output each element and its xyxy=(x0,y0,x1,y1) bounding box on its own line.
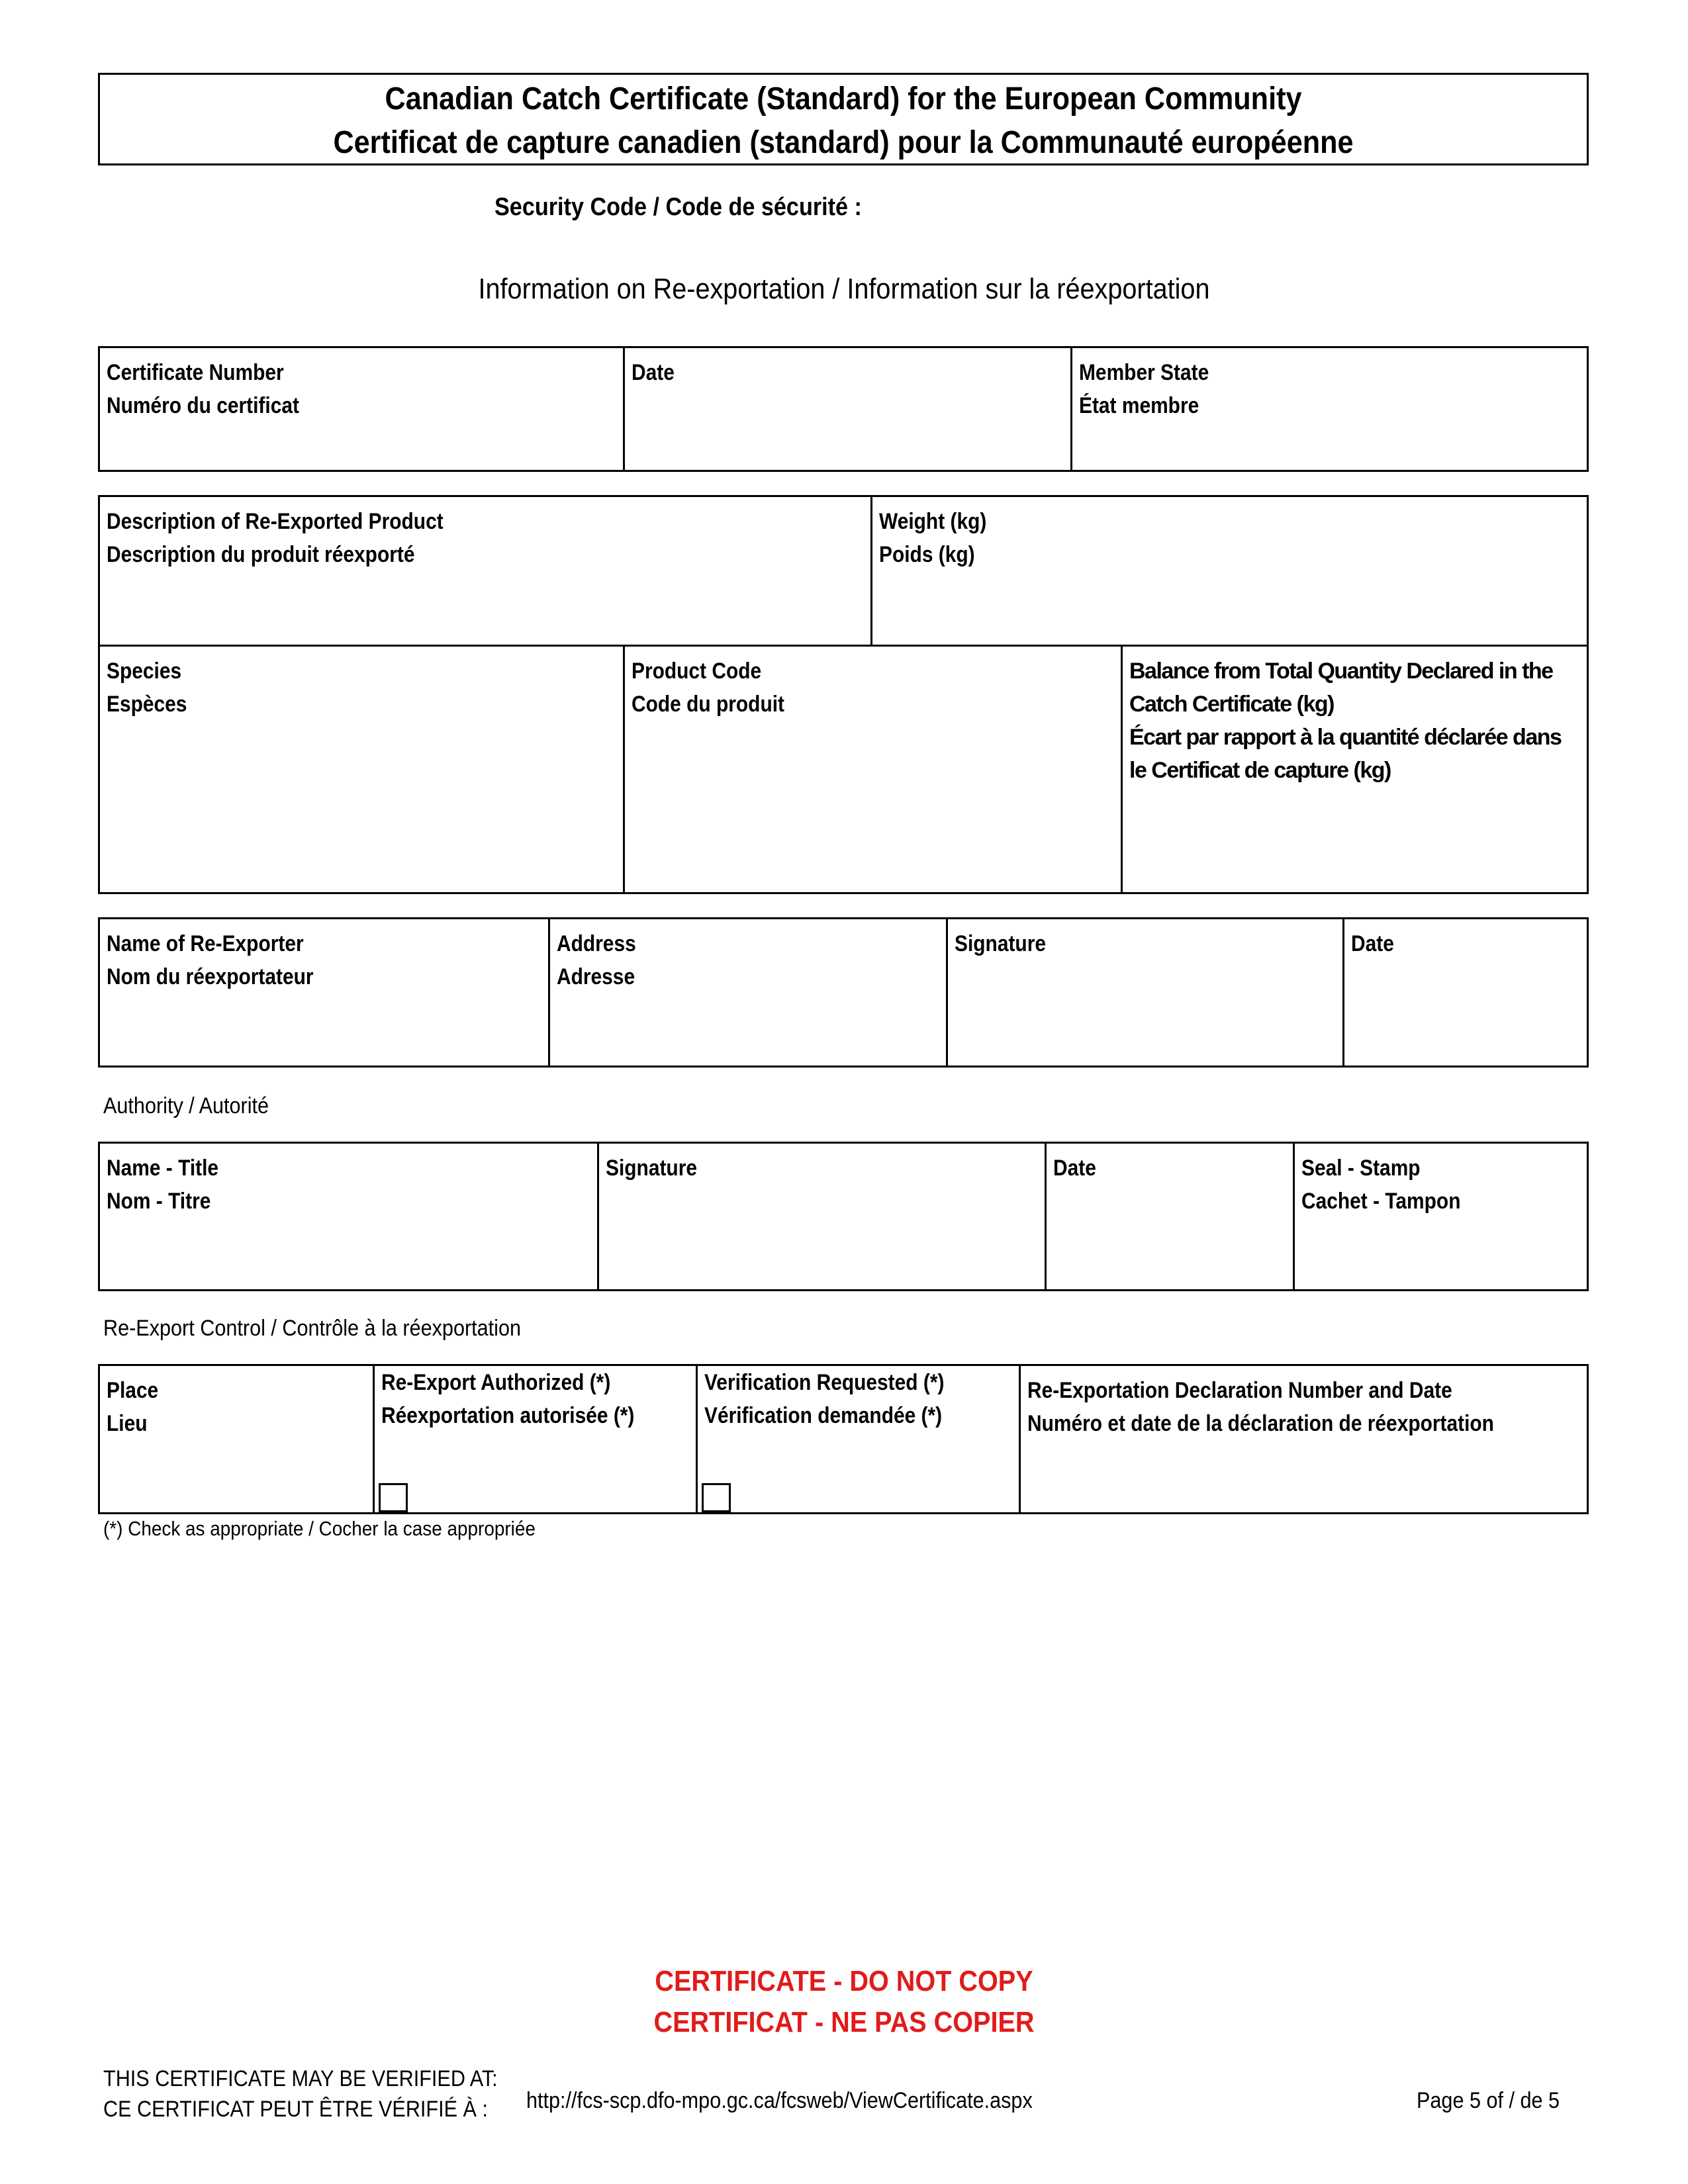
place-label-en: Place xyxy=(107,1378,159,1403)
authority-name-label-fr: Nom - Titre xyxy=(107,1189,211,1214)
member-state-field[interactable] xyxy=(1070,348,1587,470)
authority-date-field[interactable] xyxy=(1045,1144,1293,1289)
re-exporter-signature-label: Signature xyxy=(955,931,1046,956)
address-label-en: Address xyxy=(557,931,636,956)
declaration-label-en: Re-Exportation Declaration Number and Date xyxy=(1027,1378,1452,1403)
seal-stamp-label-en: Seal - Stamp xyxy=(1301,1156,1421,1181)
verify-label-en: THIS CERTIFICATE MAY BE VERIFIED AT: xyxy=(103,2066,498,2091)
date-field[interactable] xyxy=(623,348,1070,470)
title-fr: Certificat de capture canadien (standard) pour la Communauté européenne xyxy=(333,125,1354,160)
seal-stamp-label-fr: Cachet - Tampon xyxy=(1301,1189,1461,1214)
footer xyxy=(103,2064,498,2124)
warning-fr: CERTIFICAT - NE PAS COPIER xyxy=(653,2006,1035,2038)
re-exporter-date-label: Date xyxy=(1351,931,1394,956)
authority-name-field[interactable] xyxy=(100,1144,597,1289)
product-code-field[interactable] xyxy=(623,647,1121,892)
footnote: (*) Check as appropriate / Cocher la case appropriée xyxy=(103,1517,536,1540)
product-code-label-en: Product Code xyxy=(632,659,762,684)
authority-table xyxy=(98,1142,1589,1291)
do-not-copy-warning xyxy=(85,1961,1604,2043)
certificate-info-table xyxy=(98,346,1589,472)
page-number: Page 5 of / de 5 xyxy=(1417,2088,1560,2113)
member-state-label-en: Member State xyxy=(1079,360,1209,385)
verification-requested-field xyxy=(696,1366,1019,1512)
product-description-label-en: Description of Re-Exported Product xyxy=(107,509,444,534)
declaration-field[interactable] xyxy=(1019,1366,1587,1512)
re-export-control-label: Re-Export Control / Contrôle à la réexportation xyxy=(103,1316,522,1341)
header-box xyxy=(98,73,1589,165)
date-label: Date xyxy=(632,360,675,385)
title-en: Canadian Catch Certificate (Standard) for the European Community xyxy=(385,81,1302,116)
re-export-authorized-label-fr: Réexportation autorisée (*) xyxy=(381,1403,635,1428)
re-export-control-table xyxy=(98,1364,1589,1514)
species-field[interactable] xyxy=(100,647,623,892)
verification-requested-label-fr: Vérification demandée (*) xyxy=(704,1403,943,1428)
product-code-label-fr: Code du produit xyxy=(632,692,785,717)
weight-field[interactable] xyxy=(870,497,1587,645)
balance-field[interactable] xyxy=(1121,647,1587,892)
re-exporter-name-label-en: Name of Re-Exporter xyxy=(107,931,304,956)
address-field[interactable] xyxy=(548,919,946,1066)
product-description-field[interactable] xyxy=(100,497,870,645)
verification-requested-label-en: Verification Requested (*) xyxy=(704,1370,945,1395)
re-export-authorized-checkbox[interactable] xyxy=(379,1483,408,1512)
certificate-number-label-en: Certificate Number xyxy=(107,360,284,385)
weight-label-fr: Poids (kg) xyxy=(879,542,975,567)
authority-name-label-en: Name - Title xyxy=(107,1156,219,1181)
re-exporter-table xyxy=(98,917,1589,1068)
authority-signature-field[interactable] xyxy=(597,1144,1045,1289)
authority-signature-label: Signature xyxy=(606,1156,697,1181)
re-exporter-date-field[interactable] xyxy=(1342,919,1587,1066)
certificate-number-field[interactable] xyxy=(100,348,623,470)
seal-stamp-field[interactable] xyxy=(1293,1144,1587,1289)
address-label-fr: Adresse xyxy=(557,964,635,989)
place-field[interactable] xyxy=(100,1366,373,1512)
balance-label-fr: Écart par rapport à la quantité déclarée dans le Certificat de capture (kg) xyxy=(1129,725,1562,783)
verify-label-fr: CE CERTIFICAT PEUT ÊTRE VÉRIFIÉ À : xyxy=(103,2097,488,2122)
section-heading: Information on Re-exportation / Information sur la réexportation xyxy=(478,273,1210,305)
re-exporter-name-label-fr: Nom du réexportateur xyxy=(107,964,314,989)
place-label-fr: Lieu xyxy=(107,1411,148,1436)
authority-date-label: Date xyxy=(1053,1156,1096,1181)
security-code-label: Security Code / Code de sécurité : xyxy=(494,193,862,221)
product-table xyxy=(98,495,1589,894)
verification-requested-checkbox[interactable] xyxy=(702,1483,731,1512)
re-export-authorized-field xyxy=(373,1366,696,1512)
verification-url[interactable]: http://fcs-scp.dfo-mpo.gc.ca/fcsweb/ViewCertificate.aspx xyxy=(526,2088,1033,2113)
species-label-en: Species xyxy=(107,659,182,684)
re-exporter-name-field[interactable] xyxy=(100,919,548,1066)
re-export-authorized-label-en: Re-Export Authorized (*) xyxy=(381,1370,611,1395)
balance-label-en: Balance from Total Quantity Declared in the Catch Certificate (kg) xyxy=(1129,659,1553,717)
authority-label: Authority / Autorité xyxy=(103,1093,269,1118)
species-label-fr: Espèces xyxy=(107,692,187,717)
certificate-number-label-fr: Numéro du certificat xyxy=(107,393,299,418)
warning-en: CERTIFICATE - DO NOT COPY xyxy=(655,1965,1033,1997)
re-exporter-signature-field[interactable] xyxy=(946,919,1342,1066)
declaration-label-fr: Numéro et date de la déclaration de réexportation xyxy=(1027,1411,1494,1436)
weight-label-en: Weight (kg) xyxy=(879,509,987,534)
member-state-label-fr: État membre xyxy=(1079,393,1199,418)
product-description-label-fr: Description du produit réexporté xyxy=(107,542,415,567)
